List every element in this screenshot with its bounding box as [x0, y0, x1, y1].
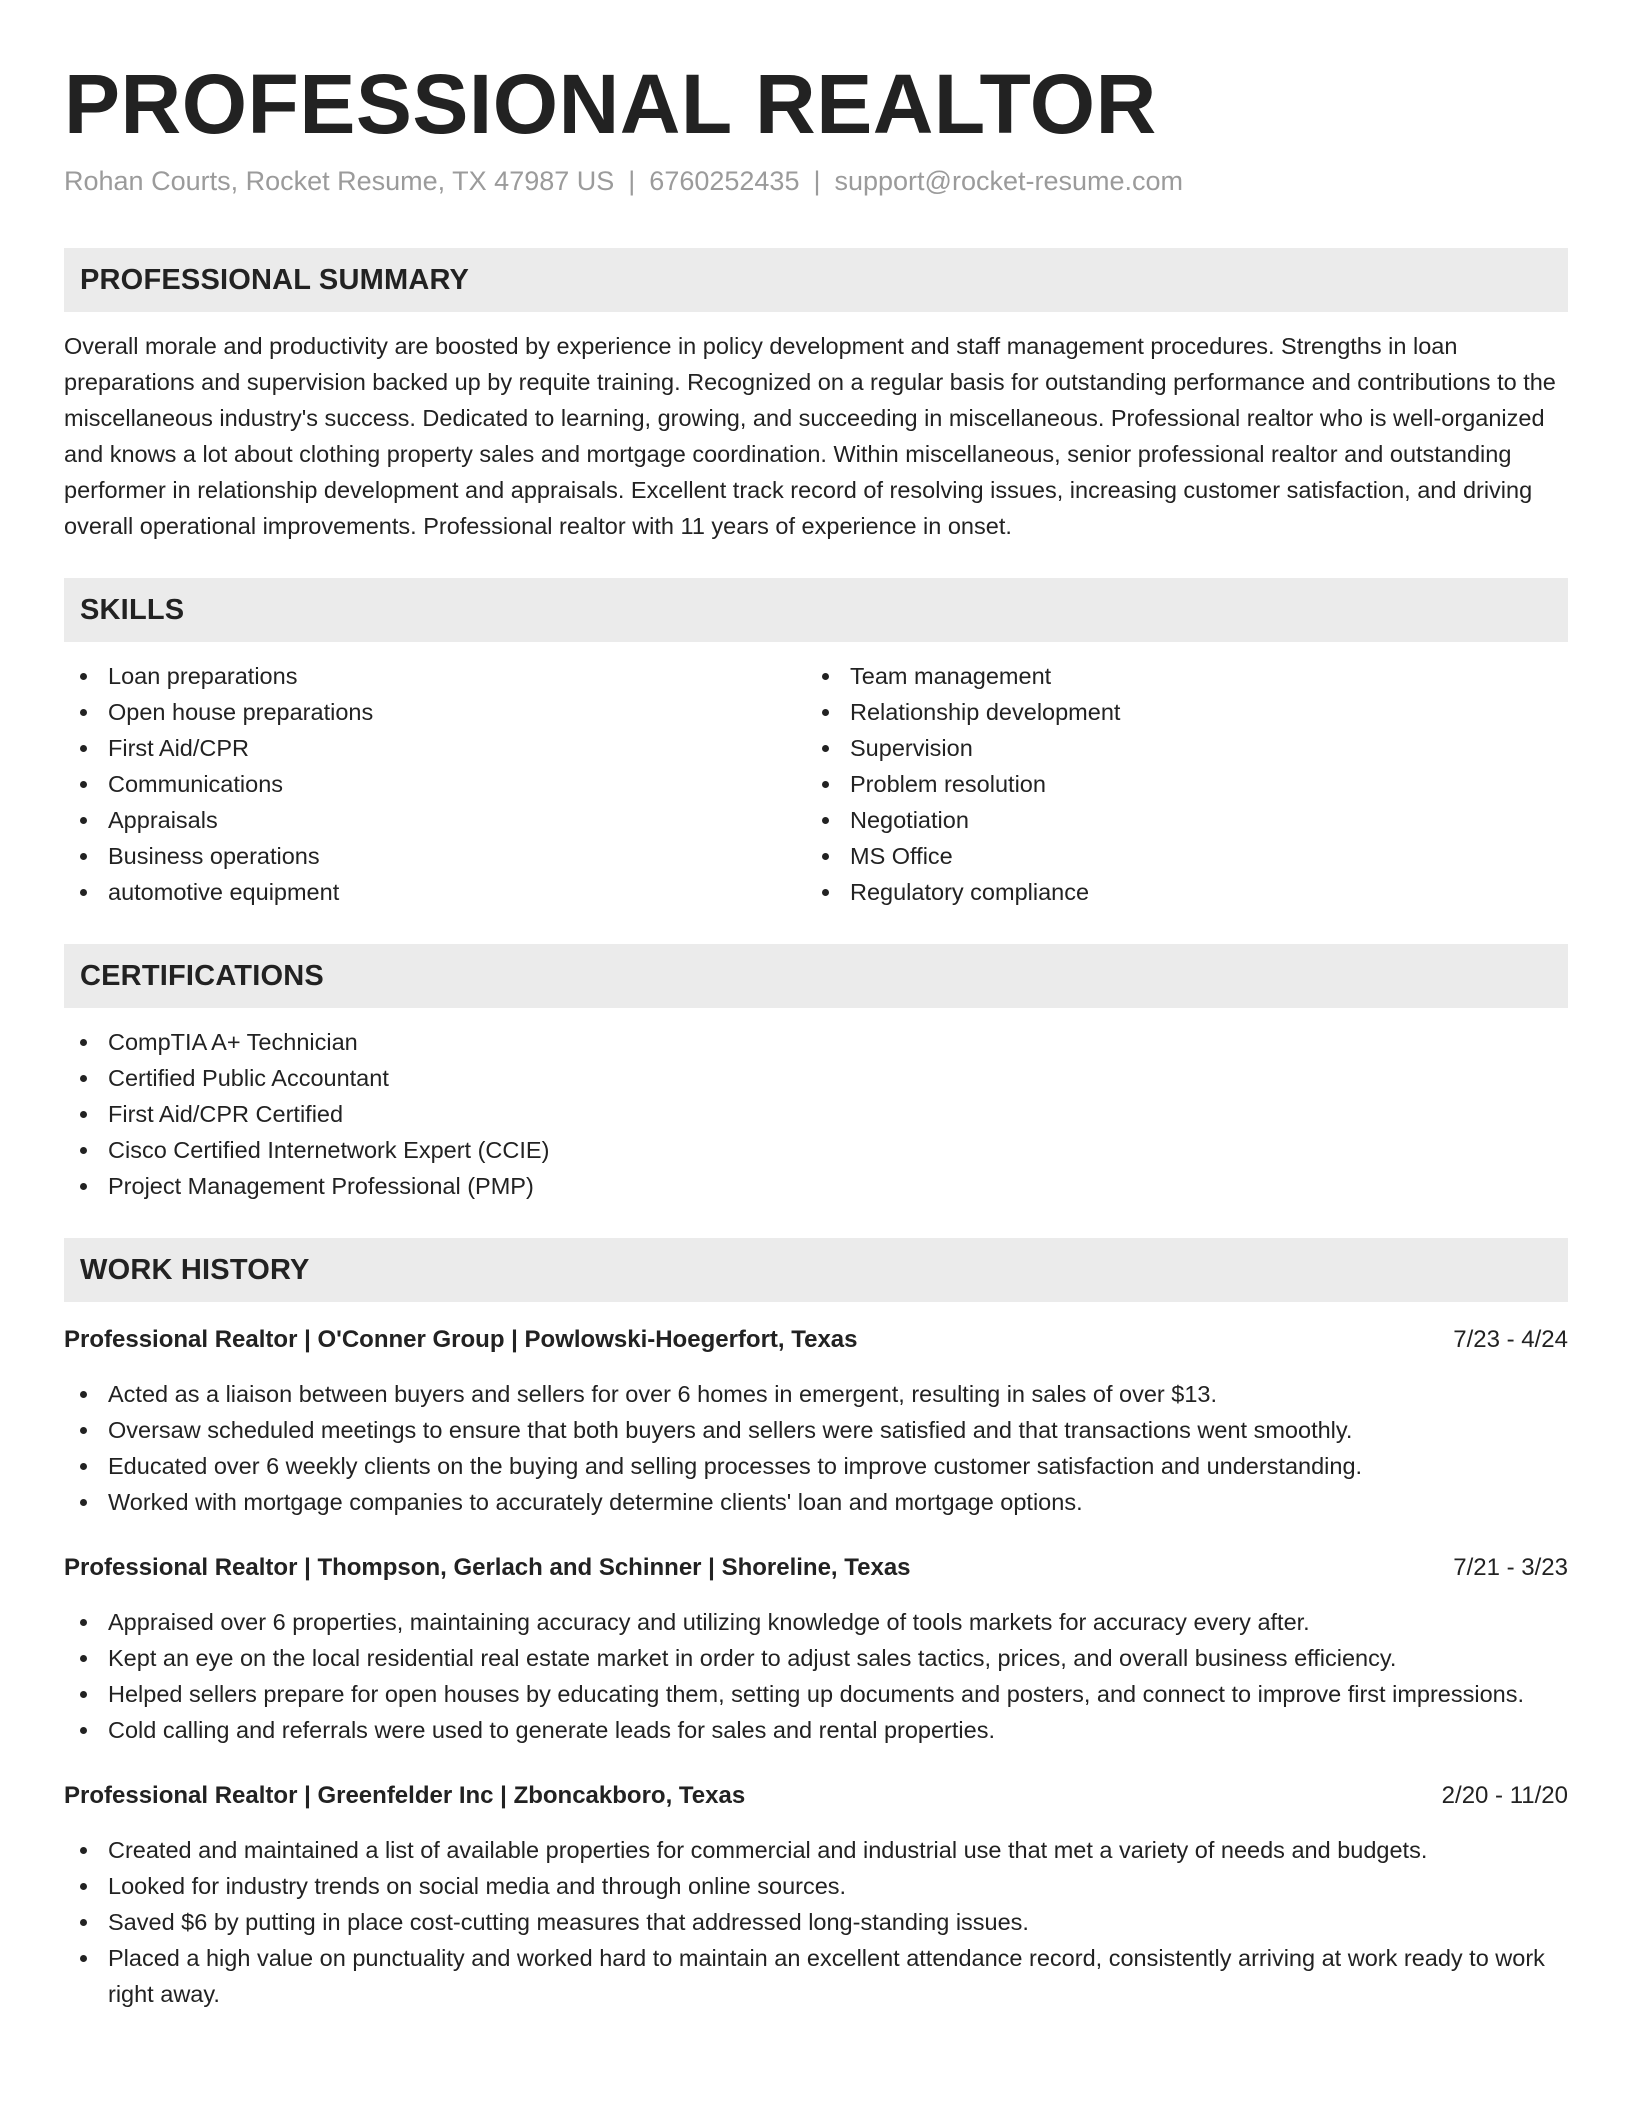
certification-item: CompTIA A+ Technician [64, 1024, 1568, 1060]
resume-page [64, 0, 1568, 2012]
job-bullet: Oversaw scheduled meetings to ensure that both buyers and sellers were satisfied and that transactions went smoothly. [64, 1412, 1568, 1448]
contact-line [64, 164, 1568, 198]
job-heading-row [64, 1778, 1568, 1814]
job-dates: 2/20 - 11/20 [1441, 1782, 1568, 1809]
skill-item: Supervision [806, 730, 1548, 766]
job-dates: 7/21 - 3/23 [1453, 1554, 1568, 1581]
skills-grid [64, 658, 1568, 910]
contact-address: Rohan Courts, Rocket Resume, TX 47987 US [64, 166, 615, 196]
contact-separator: | [813, 166, 821, 196]
job-bullet: Created and maintained a list of available properties for commercial and industrial use that met a variety of needs and budgets. [64, 1832, 1568, 1868]
job-bullet: Placed a high value on punctuality and worked hard to maintain an excellent attendance record, consistently arriving at work ready to work right away. [64, 1940, 1568, 2012]
job-bullet: Helped sellers prepare for open houses by educating them, setting up documents and posters, and connect to improve first impressions. [64, 1676, 1568, 1712]
skill-item: Problem resolution [806, 766, 1548, 802]
job-entry [64, 1550, 1568, 1748]
job-heading-row [64, 1550, 1568, 1586]
job-bullet: Looked for industry trends on social media and through online sources. [64, 1868, 1568, 1904]
job-bullet: Acted as a liaison between buyers and sellers for over 6 homes in emergent, resulting in sales of over $13. [64, 1376, 1568, 1412]
skill-item: Loan preparations [64, 658, 806, 694]
job-heading-row [64, 1322, 1568, 1358]
summary-section-header: PROFESSIONAL SUMMARY [64, 248, 1568, 312]
job-bullet-list [64, 1376, 1568, 1520]
certifications-section-header: CERTIFICATIONS [64, 944, 1568, 1008]
job-bullet: Educated over 6 weekly clients on the buying and selling processes to improve customer satisfaction and understanding. [64, 1448, 1568, 1484]
skill-item: Open house preparations [64, 694, 806, 730]
skill-item: Regulatory compliance [806, 874, 1548, 910]
job-bullet: Appraised over 6 properties, maintaining accuracy and utilizing knowledge of tools markets for accuracy every after. [64, 1604, 1568, 1640]
contact-phone: 6760252435 [649, 166, 800, 196]
skill-item: Business operations [64, 838, 806, 874]
skill-item: Appraisals [64, 802, 806, 838]
work-history-section-header: WORK HISTORY [64, 1238, 1568, 1302]
job-bullet-list [64, 1604, 1568, 1748]
job-heading: Professional Realtor | Thompson, Gerlach and Schinner | Shoreline, Texas [64, 1554, 911, 1581]
certification-item: Cisco Certified Internetwork Expert (CCIE) [64, 1132, 1568, 1168]
job-dates: 7/23 - 4/24 [1453, 1326, 1568, 1353]
skills-list-right [806, 658, 1548, 910]
job-heading: Professional Realtor | Greenfelder Inc | Zboncakboro, Texas [64, 1782, 746, 1809]
job-heading: Professional Realtor | O'Conner Group | Powlowski-Hoegerfort, Texas [64, 1326, 858, 1353]
skill-item: Communications [64, 766, 806, 802]
skills-section-header: SKILLS [64, 578, 1568, 642]
certification-item: First Aid/CPR Certified [64, 1096, 1568, 1132]
summary-text: Overall morale and productivity are boosted by experience in policy development and staff management procedures. Strengths in loan preparations and supervision backed up by requite training. Recognized on a regular basis for outstanding performance and contributions to the miscellaneous industry's success. Dedicated to learning, growing, and succeeding in miscellaneous. Professional realtor who is well-organized and knows a lot about clothing property sales and mortgage coordination. Within miscellaneous, senior professional realtor and outstanding performer in relationship development and appraisals. Excellent track record of resolving issues, increasing customer satisfaction, and driving overall operational improvements. Professional realtor with 11 years of experience in onset. [64, 333, 1556, 539]
skills-list-left [64, 658, 806, 910]
skill-item: First Aid/CPR [64, 730, 806, 766]
skill-item: MS Office [806, 838, 1548, 874]
job-bullet: Cold calling and referrals were used to generate leads for sales and rental properties. [64, 1712, 1568, 1748]
certification-item: Project Management Professional (PMP) [64, 1168, 1568, 1204]
contact-separator: | [628, 166, 636, 196]
skill-item: automotive equipment [64, 874, 806, 910]
job-entry [64, 1778, 1568, 2012]
job-bullet: Worked with mortgage companies to accurately determine clients' loan and mortgage options. [64, 1484, 1568, 1520]
contact-email: support@rocket-resume.com [834, 166, 1184, 196]
job-entry [64, 1322, 1568, 1520]
certification-item: Certified Public Accountant [64, 1060, 1568, 1096]
skill-item: Negotiation [806, 802, 1548, 838]
skill-item: Relationship development [806, 694, 1548, 730]
certifications-list [64, 1024, 1568, 1204]
job-bullet: Saved $6 by putting in place cost-cutting measures that addressed long-standing issues. [64, 1904, 1568, 1940]
job-bullet: Kept an eye on the local residential real estate market in order to adjust sales tactics, prices, and overall business efficiency. [64, 1640, 1568, 1676]
resume-title: PROFESSIONAL REALTOR [64, 57, 1157, 151]
skill-item: Team management [806, 658, 1548, 694]
job-bullet-list [64, 1832, 1568, 2012]
